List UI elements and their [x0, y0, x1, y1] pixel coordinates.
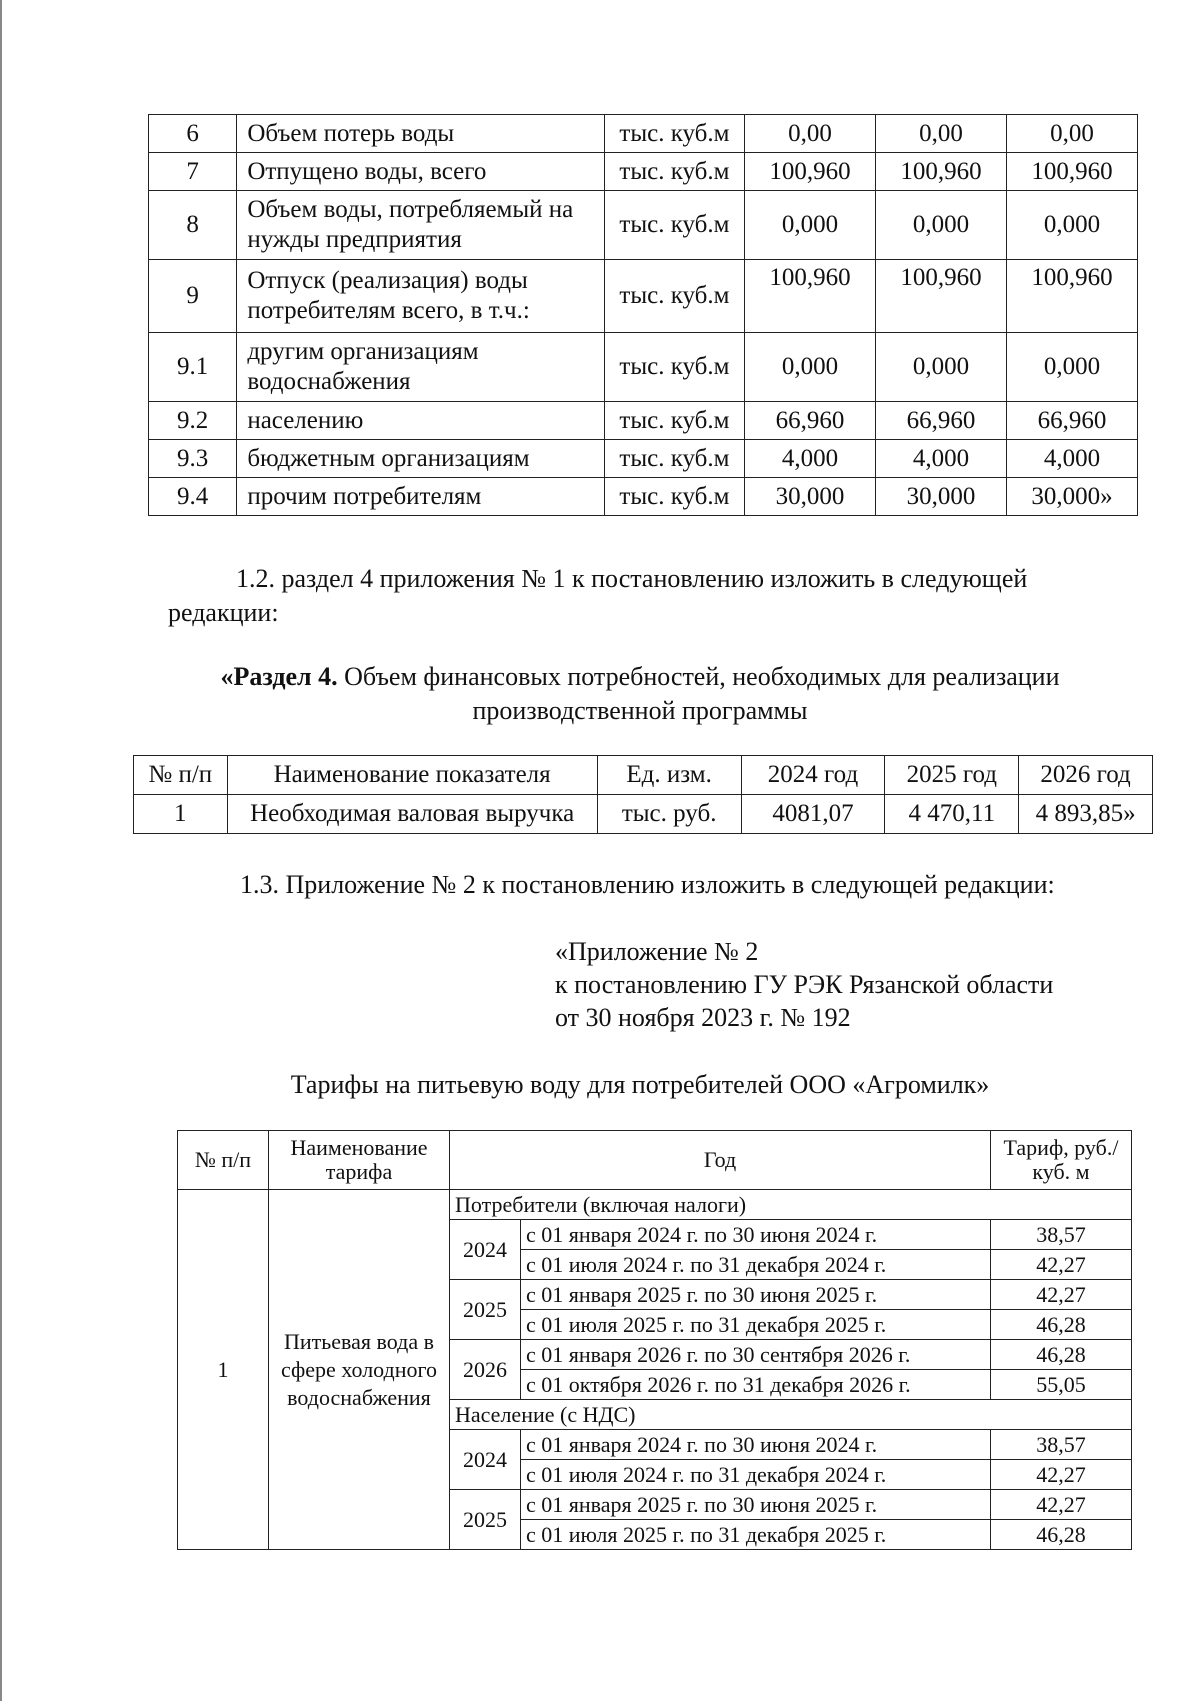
indicator-name: прочим потребителям [237, 478, 605, 516]
header-no: № п/п [178, 1131, 269, 1190]
row-number: 9.2 [149, 402, 237, 440]
value-2026: 66,960 [1006, 402, 1137, 440]
value-2025: 66,960 [876, 402, 1007, 440]
tariff-value: 42,27 [991, 1460, 1132, 1490]
year-cell: 2025 [450, 1280, 521, 1340]
section-4-heading [150, 660, 1130, 728]
value-2024: 0,00 [745, 115, 876, 153]
unit: тыс. куб.м [604, 478, 744, 516]
value-2024: 30,000 [745, 478, 876, 516]
unit: тыс. куб.м [604, 153, 744, 191]
period-cell: с 01 июля 2024 г. по 31 декабря 2024 г. [521, 1250, 991, 1280]
value-2026: 0,00 [1006, 115, 1137, 153]
header-2026: 2026 год [1019, 756, 1153, 795]
unit: тыс. куб.м [604, 115, 744, 153]
indicator-name: Отпуск (реализация) воды потребителям всего, в т.ч.: [237, 260, 605, 333]
value-2026: 30,000» [1006, 478, 1137, 516]
unit: тыс. куб.м [604, 333, 744, 402]
tariff-value: 42,27 [991, 1280, 1132, 1310]
table-row [149, 440, 1138, 478]
appendix-header [555, 935, 1155, 1034]
value-2025: 4 470,11 [885, 795, 1019, 834]
header-no: № п/п [134, 756, 228, 795]
value-2026: 0,000 [1006, 333, 1137, 402]
tariff-value: 46,28 [991, 1340, 1132, 1370]
value-2024: 4081,07 [741, 795, 885, 834]
appendix-line-1: «Приложение № 2 [555, 937, 759, 966]
value-2025: 100,960 [876, 153, 1007, 191]
year-cell: 2025 [450, 1490, 521, 1550]
header-tariff-name: Наименование тарифа [269, 1131, 450, 1190]
value-2024: 100,960 [745, 260, 876, 333]
period-cell: с 01 июля 2025 г. по 31 декабря 2025 г. [521, 1310, 991, 1340]
tariff-value: 55,05 [991, 1370, 1132, 1400]
appendix-line-3: от 30 ноября 2023 г. № 192 [555, 1003, 851, 1032]
table-row [149, 333, 1138, 402]
tariff-value: 46,28 [991, 1310, 1132, 1340]
value-2025: 100,960 [876, 260, 1007, 333]
group-label: Население (с НДС) [450, 1400, 1132, 1430]
group-label: Потребители (включая налоги) [450, 1190, 1132, 1220]
header-unit: Ед. изм. [597, 756, 741, 795]
period-cell: с 01 октября 2026 г. по 31 декабря 2026 г. [521, 1370, 991, 1400]
row-number: 7 [149, 153, 237, 191]
value-2026: 4,000 [1006, 440, 1137, 478]
period-cell: с 01 июля 2024 г. по 31 декабря 2024 г. [521, 1460, 991, 1490]
row-number: 1 [178, 1190, 269, 1550]
indicator-name: Отпущено воды, всего [237, 153, 605, 191]
value-2025: 30,000 [876, 478, 1007, 516]
header-2024: 2024 год [741, 756, 885, 795]
value-2025: 4,000 [876, 440, 1007, 478]
indicator-name: Объем потерь воды [237, 115, 605, 153]
table-row [149, 402, 1138, 440]
value-2024: 4,000 [745, 440, 876, 478]
period-cell: с 01 января 2024 г. по 30 июня 2024 г. [521, 1220, 991, 1250]
period-cell: с 01 января 2025 г. по 30 июня 2025 г. [521, 1490, 991, 1520]
table-header-row [178, 1131, 1132, 1190]
year-cell: 2024 [450, 1220, 521, 1280]
value-2024: 0,000 [745, 191, 876, 260]
value-2026: 0,000 [1006, 191, 1137, 260]
table-header-row [134, 756, 1153, 795]
table-row [134, 795, 1153, 834]
header-2025: 2025 год [885, 756, 1019, 795]
header-year: Год [450, 1131, 991, 1190]
table-row [149, 478, 1138, 516]
table-row [178, 1190, 1132, 1220]
paragraph-1-3: 1.3. Приложение № 2 к постановлению изложить в следующей редакции: [240, 870, 1055, 899]
value-2024: 0,000 [745, 333, 876, 402]
row-number: 9 [149, 260, 237, 333]
table-row [149, 115, 1138, 153]
table-row [149, 191, 1138, 260]
indicator-name: бюджетным организациям [237, 440, 605, 478]
year-cell: 2026 [450, 1340, 521, 1400]
financial-needs-table [133, 755, 1153, 834]
unit: тыс. куб.м [604, 191, 744, 260]
section-4-label: «Раздел 4. [220, 662, 338, 691]
header-indicator: Наименование показателя [227, 756, 597, 795]
unit: тыс. куб.м [604, 402, 744, 440]
period-cell: с 01 января 2025 г. по 30 июня 2025 г. [521, 1280, 991, 1310]
period-cell: с 01 июля 2025 г. по 31 декабря 2025 г. [521, 1520, 991, 1550]
row-number: 9.4 [149, 478, 237, 516]
tariff-title: Тарифы на питьевую воду для потребителей ООО «Агромилк» [290, 1070, 990, 1099]
table-row [149, 153, 1138, 191]
unit: тыс. куб.м [604, 260, 744, 333]
tariff-value: 42,27 [991, 1250, 1132, 1280]
table-row [149, 260, 1138, 333]
period-cell: с 01 января 2026 г. по 30 сентября 2026 г. [521, 1340, 991, 1370]
row-number: 8 [149, 191, 237, 260]
value-2026: 100,960 [1006, 260, 1137, 333]
header-tariff: Тариф, руб./куб. м [991, 1131, 1132, 1190]
tariff-name: Питьевая вода в сфере холодного водоснабжения [269, 1190, 450, 1550]
unit: тыс. куб.м [604, 440, 744, 478]
water-volume-table [148, 114, 1138, 516]
paragraph-1-2: 1.2. раздел 4 приложения № 1 к постановлению изложить в следующей редакции: [168, 564, 1028, 627]
scan-edge [0, 0, 2, 1701]
value-2026: 100,960 [1006, 153, 1137, 191]
indicator-name: Необходимая валовая выручка [227, 795, 597, 834]
value-2024: 100,960 [745, 153, 876, 191]
row-number: 1 [134, 795, 228, 834]
tariff-value: 38,57 [991, 1430, 1132, 1460]
tariff-table [177, 1130, 1132, 1550]
tariff-value: 42,27 [991, 1490, 1132, 1520]
row-number: 9.3 [149, 440, 237, 478]
value-2025: 0,000 [876, 191, 1007, 260]
value-2025: 0,000 [876, 333, 1007, 402]
indicator-name: другим организациям водоснабжения [237, 333, 605, 402]
row-number: 6 [149, 115, 237, 153]
indicator-name: Объем воды, потребляемый на нужды предприятия [237, 191, 605, 260]
value-2025: 0,00 [876, 115, 1007, 153]
tariff-value: 46,28 [991, 1520, 1132, 1550]
value-2024: 66,960 [745, 402, 876, 440]
appendix-line-2: к постановлению ГУ РЭК Рязанской области [555, 970, 1054, 999]
year-cell: 2024 [450, 1430, 521, 1490]
indicator-name: населению [237, 402, 605, 440]
row-number: 9.1 [149, 333, 237, 402]
unit: тыс. руб. [597, 795, 741, 834]
period-cell: с 01 января 2024 г. по 30 июня 2024 г. [521, 1430, 991, 1460]
value-2026: 4 893,85» [1019, 795, 1153, 834]
tariff-value: 38,57 [991, 1220, 1132, 1250]
section-4-title: Объем финансовых потребностей, необходимых для реализации производственной программы [337, 662, 1060, 725]
